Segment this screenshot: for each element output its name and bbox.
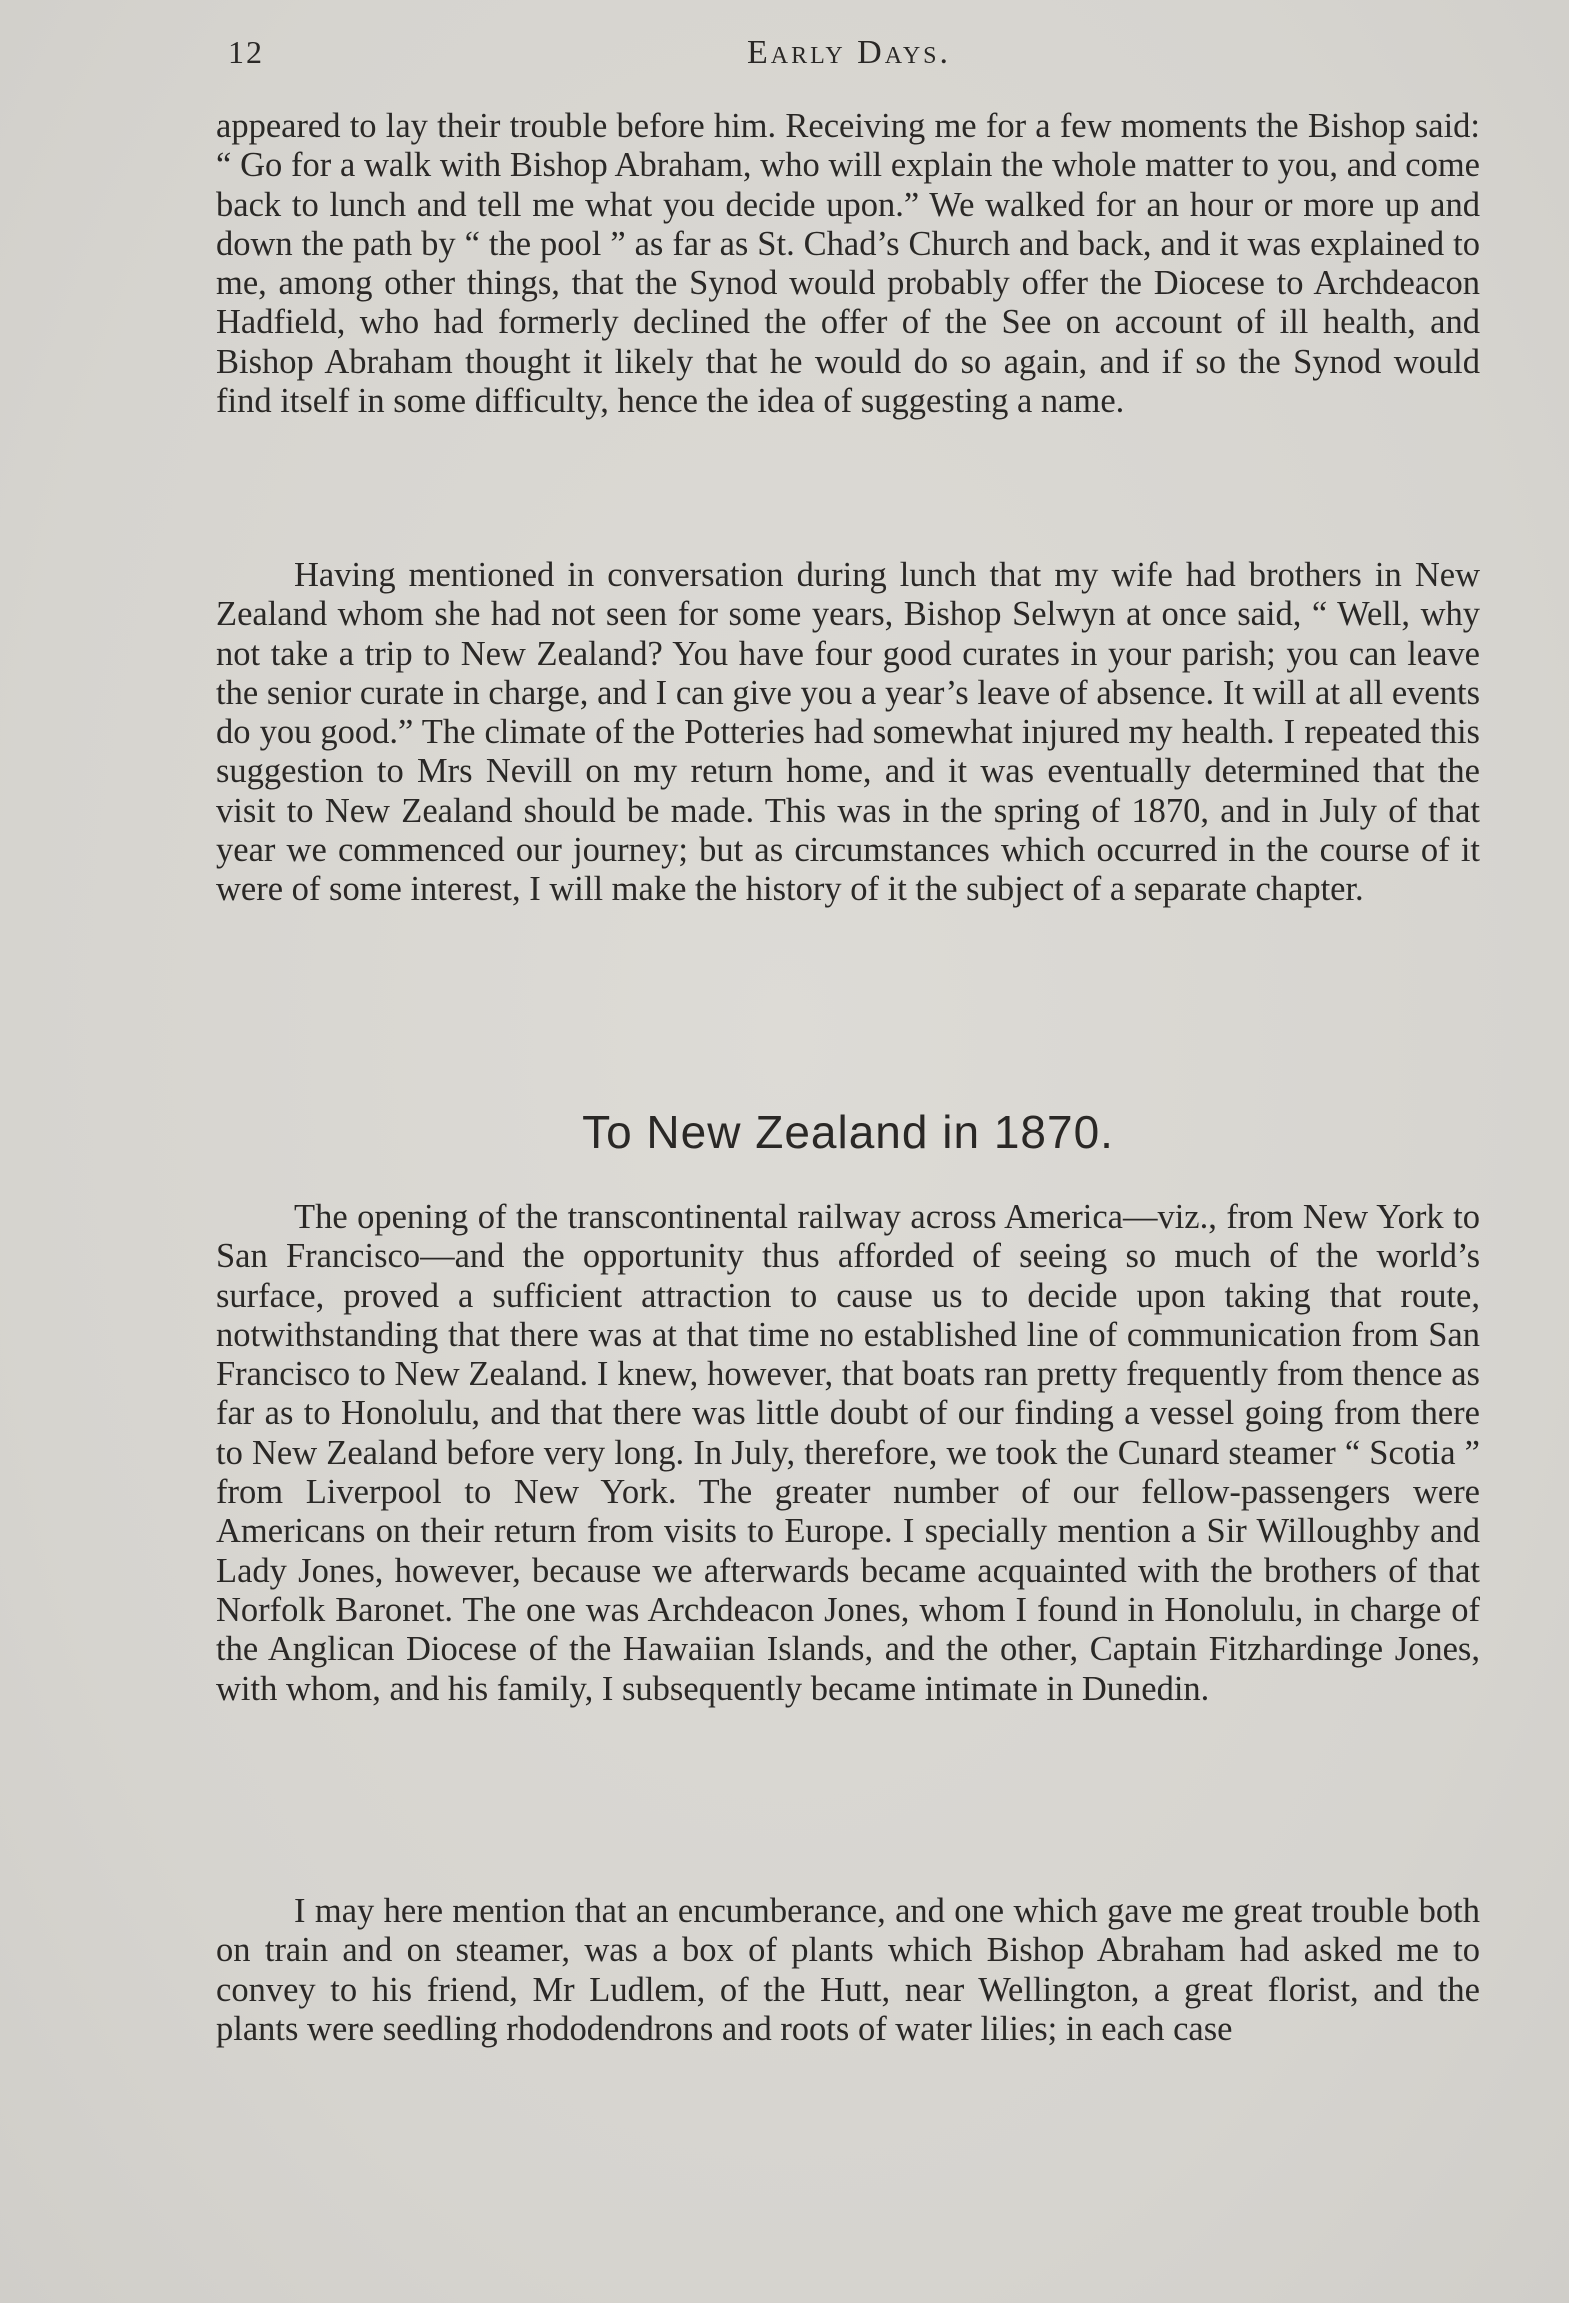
paragraph-4-container bbox=[216, 1892, 1480, 2049]
paragraph-4: I may here mention that an encumberance, and one which gave me great trouble both on train and on steamer, was a box of plants which Bishop Abraham had asked me to convey to his friend, Mr Ludlem, of the Hutt, near Wellington, a great florist, and the plants were seedling rhododendrons and roots of water lilies; in each case bbox=[216, 1892, 1480, 2048]
paragraph-2-container bbox=[216, 556, 1480, 910]
paragraph-3: The opening of the transcontinental railway across America—viz., from New York to San Francisco—and the opportunity thus afforded of seeing so much of the world’s surface, proved a sufficient attraction to cause us to decide upon taking that route, notwithstanding that there was at that time no established line of communication from San Francisco to New Zealand. I knew, however, that boats ran pretty frequently from thence as far as to Honolulu, and that there was little doubt of our finding a vessel going from there to New Zealand before very long. In July, therefore, we took the Cunard steamer “ Scotia ” from Liverpool to New York. The greater number of our fellow-passengers were Americans on their return from visits to Europe. I specially mention a Sir Willoughby and Lady Jones, however, because we afterwards became acquainted with the brothers of that Norfolk Baronet. The one was Archdeacon Jones, whom I found in Honolulu, in charge of the Anglican Diocese of the Hawaiian Islands, and the other, Captain Fitzhardinge Jones, with whom, and his family, I subsequently became intimate in Dunedin. bbox=[216, 1198, 1480, 1708]
page-header bbox=[218, 34, 1480, 78]
section-title: To New Zealand in 1870. bbox=[582, 1106, 1114, 1158]
paragraph-2: Having mentioned in conversation during lunch that my wife had brothers in New Zealand whom she had not seen for some years, Bishop Selwyn at once said, “ Well, why not take a trip to New Zealand? You have four good curates in your parish; you can leave the senior curate in charge, and I can give you a year’s leave of absence. It will at all events do you good.” The climate of the Potteries had somewhat injured my health. I repeated this suggestion to Mrs Nevill on my return home, and it was eventually determined that the visit to New Zealand should be made. This was in the spring of 1870, and in July of that year we commenced our journey; but as circumstances which occurred in the course of it were of some interest, I will make the history of it the subject of a separate chapter. bbox=[216, 556, 1480, 909]
paragraph-1: appeared to lay their trouble before him. Receiving me for a few moments the Bishop said: “ Go for a walk with Bishop Abraham, who will explain the whole matter to you, and come back to lunch and tell me what you decide upon.” We walked for an hour or more up and down the path by “ the pool ” as far as St. Chad’s Church and back, and it was explained to me, among other things, that the Synod would probably offer the Diocese to Archdeacon Hadfield, who had formerly declined the offer of the See on account of ill health, and Bishop Abraham thought it likely that he would do so again, and if so the Synod would find itself in some difficulty, hence the idea of suggesting a name. bbox=[216, 107, 1480, 421]
page-number: 12 bbox=[228, 34, 264, 70]
paragraph-1-container bbox=[216, 107, 1480, 421]
paragraph-3-container bbox=[216, 1198, 1480, 1709]
running-head: Early Days. bbox=[746, 34, 952, 71]
